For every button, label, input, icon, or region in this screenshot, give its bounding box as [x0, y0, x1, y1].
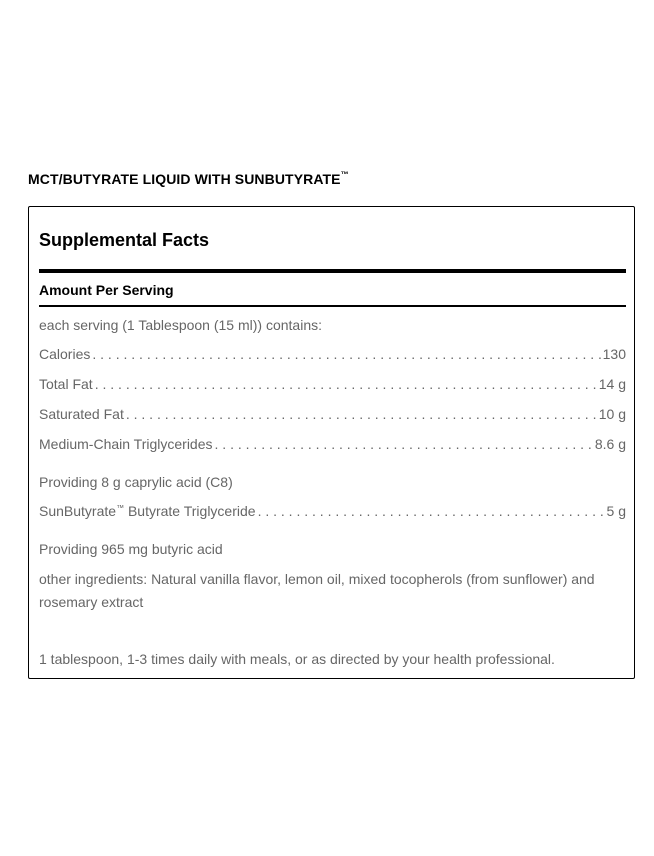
nutrient-row-saturated-fat — [39, 406, 626, 426]
dot-leader — [126, 406, 597, 422]
dot-leader — [215, 436, 593, 452]
providing-caprylic-text: Providing 8 g caprylic acid (C8) — [39, 474, 233, 490]
product-title — [28, 171, 349, 187]
facts-heading: Supplemental Facts — [39, 230, 210, 250]
dot-leader — [258, 503, 605, 519]
product-title-text: MCT/BUTYRATE LIQUID WITH SUNBUTYRATE — [28, 171, 341, 187]
trademark-mark: ™ — [340, 170, 349, 180]
trademark-mark: ™ — [116, 503, 125, 513]
thick-divider — [39, 269, 626, 273]
nutrient-label: Total Fat — [39, 376, 93, 392]
dot-leader — [92, 346, 600, 362]
dot-leader — [95, 376, 597, 392]
directions-text: 1 tablespoon, 1-3 times daily with meals, or as directed by your health professional. — [39, 651, 555, 667]
serving-size-text: each serving (1 Tablespoon (15 ml)) contains: — [39, 317, 323, 333]
nutrient-value: 10 g — [598, 406, 626, 422]
nutrient-label: Medium-Chain Triglycerides — [39, 436, 213, 452]
sunbutyrate-suffix: Butyrate Triglyceride — [124, 503, 256, 519]
nutrient-row-sunbutyrate — [39, 503, 626, 523]
nutrient-label: Calories — [39, 346, 91, 362]
nutrient-label: Saturated Fat — [39, 406, 124, 422]
amount-per-serving-header: Amount Per Serving — [39, 282, 174, 298]
other-ingredients-text: other ingredients: Natural vanilla flavor, lemon oil, mixed tocopherols (from sunflower) and rosemary extract — [39, 571, 595, 610]
nutrient-value: 8.6 g — [594, 436, 626, 452]
sunbutyrate-name: SunButyrate — [39, 503, 117, 519]
providing-butyric-text: Providing 965 mg butyric acid — [39, 541, 223, 557]
nutrient-label — [39, 503, 256, 519]
nutrient-row-calories — [39, 346, 626, 366]
nutrient-row-mct — [39, 436, 626, 456]
supplement-facts-panel — [28, 206, 635, 679]
thin-divider — [39, 305, 626, 307]
nutrient-row-total-fat — [39, 376, 626, 396]
nutrient-value: 5 g — [606, 503, 626, 519]
nutrient-value: 14 g — [598, 376, 626, 392]
nutrient-value: 130 — [602, 346, 626, 362]
